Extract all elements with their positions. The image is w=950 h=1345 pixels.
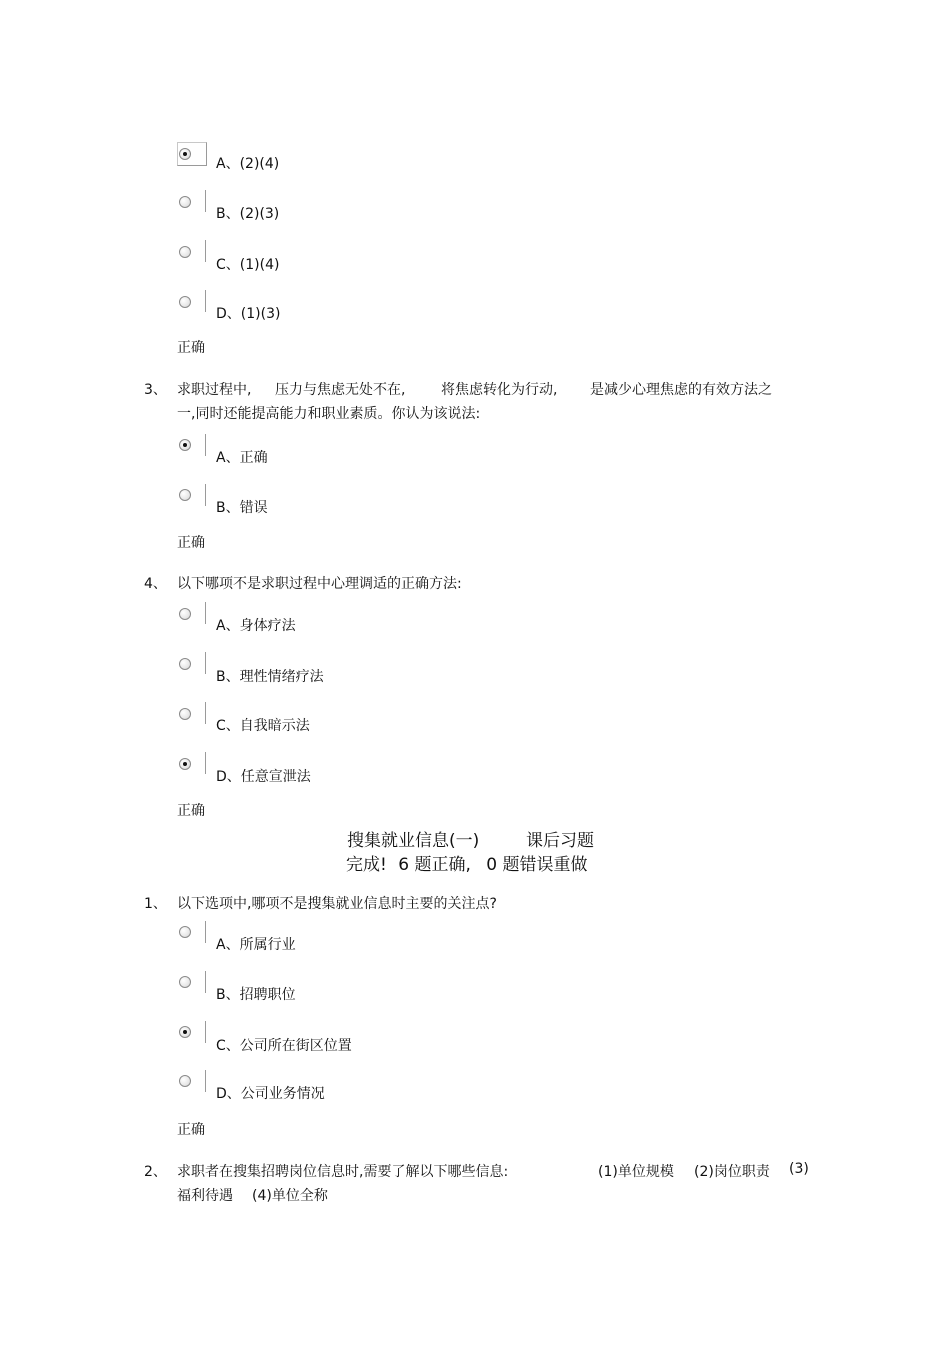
radio-option-d[interactable]	[179, 758, 191, 770]
option-b-label: B、理性情绪疗法	[216, 669, 324, 685]
option-d-label: D、(1)(3)	[216, 306, 281, 322]
question-text-part: 压力与焦虑无处不在,	[275, 382, 406, 398]
option-b-label: B、(2)(3)	[216, 206, 280, 222]
result-label: 正确	[177, 535, 205, 551]
result-label: 正确	[177, 803, 205, 819]
question-text-part: (1)单位规模	[598, 1164, 674, 1180]
option-divider	[205, 484, 206, 506]
question-text-part: 求职过程中,	[177, 382, 252, 398]
question-number: 4、	[144, 576, 167, 592]
option-d-label: D、任意宣泄法	[216, 769, 311, 785]
radio-option-b[interactable]	[179, 658, 191, 670]
option-c-label: C、公司所在街区位置	[216, 1038, 352, 1054]
section-title: 搜集就业信息(一)	[347, 831, 480, 851]
question-number: 3、	[144, 382, 167, 398]
radio-option-b[interactable]	[179, 196, 191, 208]
question-text-part: 是减少心理焦虑的有效方法之	[590, 382, 772, 398]
radio-option-b[interactable]	[179, 489, 191, 501]
question-text-line: 一,同时还能提高能力和职业素质。你认为该说法:	[177, 406, 481, 422]
option-divider	[205, 752, 206, 774]
option-b-label: B、招聘职位	[216, 987, 296, 1003]
radio-option-c[interactable]	[179, 1026, 191, 1038]
option-a-label: A、(2)(4)	[216, 156, 280, 172]
radio-option-c[interactable]	[179, 708, 191, 720]
radio-option-d[interactable]	[179, 296, 191, 308]
option-divider	[205, 290, 206, 312]
question-text-part: 求职者在搜集招聘岗位信息时,需要了解以下哪些信息:	[177, 1164, 509, 1180]
question-text-part: 将焦虑转化为行动,	[441, 382, 558, 398]
question-number: 2、	[144, 1164, 167, 1180]
option-divider	[205, 602, 206, 624]
question-text-part: (3)	[789, 1161, 809, 1177]
result-label: 正确	[177, 340, 205, 356]
option-divider	[205, 434, 206, 456]
option-b-label: B、错误	[216, 500, 268, 516]
option-divider	[205, 190, 206, 212]
option-c-label: C、(1)(4)	[216, 257, 280, 273]
option-divider	[205, 652, 206, 674]
question-text-part: (4)单位全称	[252, 1188, 328, 1204]
option-divider	[205, 971, 206, 993]
option-c-label: C、自我暗示法	[216, 718, 310, 734]
radio-option-a[interactable]	[179, 608, 191, 620]
result-label: 正确	[177, 1122, 205, 1138]
radio-option-d[interactable]	[179, 1075, 191, 1087]
radio-option-a[interactable]	[179, 439, 191, 451]
question-text: 以下哪项不是求职过程中心理调适的正确方法:	[177, 576, 462, 592]
question-text: 以下选项中,哪项不是搜集就业信息时主要的关注点?	[177, 896, 497, 912]
option-a-label: A、身体疗法	[216, 618, 296, 634]
radio-option-a[interactable]	[179, 148, 191, 160]
option-divider	[205, 921, 206, 943]
question-text-part: 福利待遇	[177, 1188, 233, 1204]
completion-summary: 完成! 6 题正确, 0 题错误重做	[346, 855, 588, 875]
option-d-label: D、公司业务情况	[216, 1086, 325, 1102]
question-number: 1、	[144, 896, 167, 912]
option-a-label: A、所属行业	[216, 937, 296, 953]
option-a-label: A、正确	[216, 450, 268, 466]
section-subtitle: 课后习题	[526, 831, 594, 851]
radio-option-b[interactable]	[179, 976, 191, 988]
radio-option-c[interactable]	[179, 246, 191, 258]
option-divider	[205, 1070, 206, 1092]
radio-option-a[interactable]	[179, 926, 191, 938]
option-divider	[205, 702, 206, 724]
option-divider	[205, 240, 206, 262]
option-divider	[205, 1021, 206, 1043]
question-text-part: (2)岗位职责	[694, 1164, 770, 1180]
